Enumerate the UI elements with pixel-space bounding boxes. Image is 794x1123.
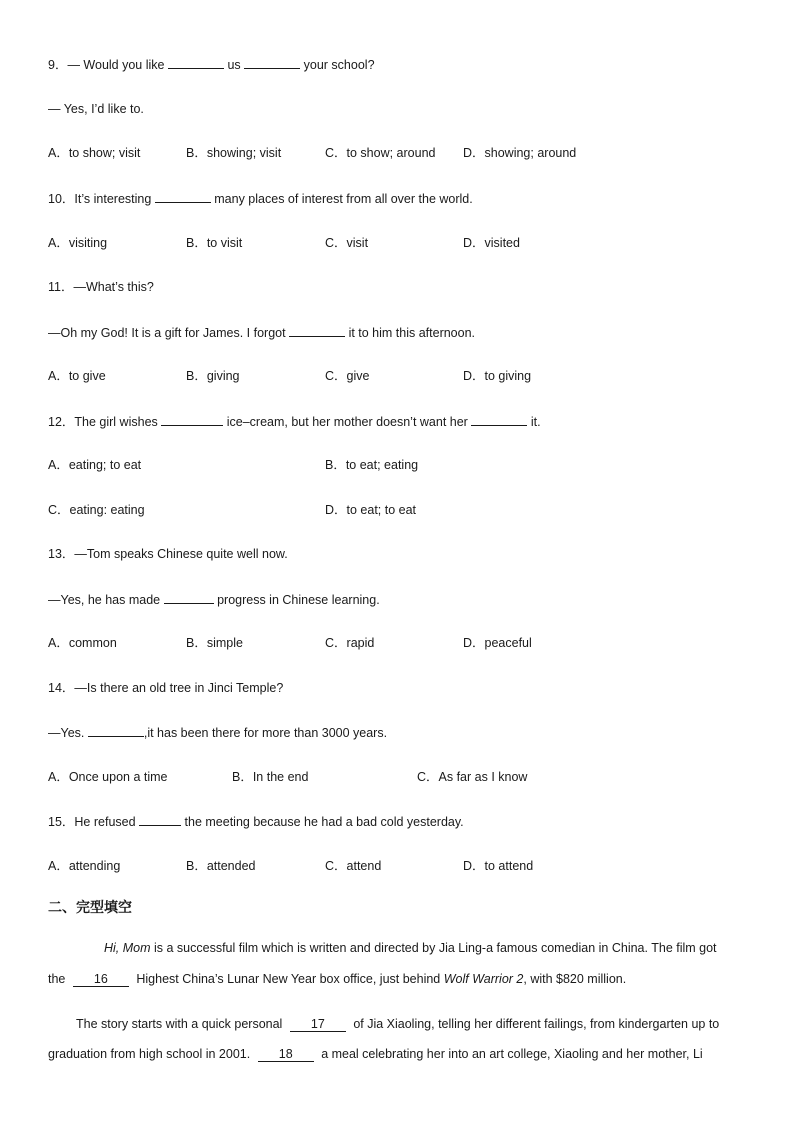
q14-stem: 14．—Is there an old tree in Jinci Temple? <box>48 681 284 695</box>
answer-blank <box>161 413 223 426</box>
q10-option-a: A．visiting <box>48 236 108 250</box>
q12-option-a: A．eating; to eat <box>48 458 142 472</box>
q12-stem: 12．The girl wishes ice–cream, but her mother doesn’t want her it. <box>48 415 541 429</box>
q9-option-a: A．to show; visit <box>48 146 141 160</box>
q15-option-c: C．attend <box>325 859 382 873</box>
q14-option-b: B．In the end <box>232 770 309 784</box>
q13-option-c: C．rapid <box>325 636 375 650</box>
q14-reply: —Yes. ,it has been there for more than 3000 years. <box>48 726 388 740</box>
q11-option-b: B．giving <box>186 369 240 383</box>
q9-stem: 9．— Would you like us your school? <box>48 58 375 72</box>
passage-line: graduation from high school in 2001. 18 a meal celebrating her into an art college, Xiaoling and her mother, Li <box>48 1047 703 1061</box>
q13-stem: 13．—Tom speaks Chinese quite well now. <box>48 547 288 561</box>
q9-option-b: B．showing; visit <box>186 146 282 160</box>
film-title: Hi, Mom <box>104 941 151 955</box>
q10-option-d: D．visited <box>463 236 520 250</box>
answer-blank <box>164 591 214 604</box>
answer-blank <box>155 190 211 203</box>
answer-blank <box>289 324 345 337</box>
passage-line: Hi, Mom is a successful film which is written and directed by Jia Ling-a famous comedian in China. The film got <box>104 941 717 955</box>
q13-option-a: A．common <box>48 636 117 650</box>
q12-option-c: C．eating: eating <box>48 503 145 517</box>
cloze-blank-17: 17 <box>290 1017 346 1032</box>
cloze-blank-16: 16 <box>73 972 129 987</box>
q11-stem: 11．—What’s this? <box>48 280 154 294</box>
answer-blank <box>139 813 181 826</box>
cloze-blank-18: 18 <box>258 1047 314 1062</box>
answer-blank <box>244 56 300 69</box>
q10-stem: 10．It’s interesting many places of interest from all over the world. <box>48 192 473 206</box>
section-title: 二、完型填空 <box>48 899 132 915</box>
q15-stem: 15．He refused the meeting because he had a bad cold yesterday. <box>48 815 464 829</box>
q11-option-d: D．to giving <box>463 369 532 383</box>
q10-option-c: C．visit <box>325 236 369 250</box>
q10-option-b: B．to visit <box>186 236 243 250</box>
q11-option-a: A．to give <box>48 369 106 383</box>
q13-option-b: B．simple <box>186 636 243 650</box>
q11-option-c: C．give <box>325 369 370 383</box>
q14-option-a: A．Once upon a time <box>48 770 168 784</box>
q9-option-d: D．showing; around <box>463 146 577 160</box>
q14-option-c: C．As far as I know <box>417 770 528 784</box>
q13-option-d: D．peaceful <box>463 636 532 650</box>
q15-option-d: D．to attend <box>463 859 534 873</box>
answer-blank <box>88 724 144 737</box>
q12-option-d: D．to eat; to eat <box>325 503 417 517</box>
passage-line: the 16 Highest China’s Lunar New Year box office, just behind Wolf Warrior 2, with $820 million. <box>48 972 627 986</box>
q15-option-a: A．attending <box>48 859 121 873</box>
q12-option-b: B．to eat; eating <box>325 458 419 472</box>
q9-reply: — Yes, I’d like to. <box>48 102 144 116</box>
q15-option-b: B．attended <box>186 859 256 873</box>
answer-blank <box>471 413 527 426</box>
passage-line: The story starts with a quick personal 17 of Jia Xiaoling, telling her different failings, from kindergarten up to <box>76 1017 720 1031</box>
q13-reply: —Yes, he has made progress in Chinese learning. <box>48 593 380 607</box>
q9-option-c: C．to show; around <box>325 146 436 160</box>
q11-reply: —Oh my God! It is a gift for James. I forgot it to him this afternoon. <box>48 326 476 340</box>
answer-blank <box>168 56 224 69</box>
